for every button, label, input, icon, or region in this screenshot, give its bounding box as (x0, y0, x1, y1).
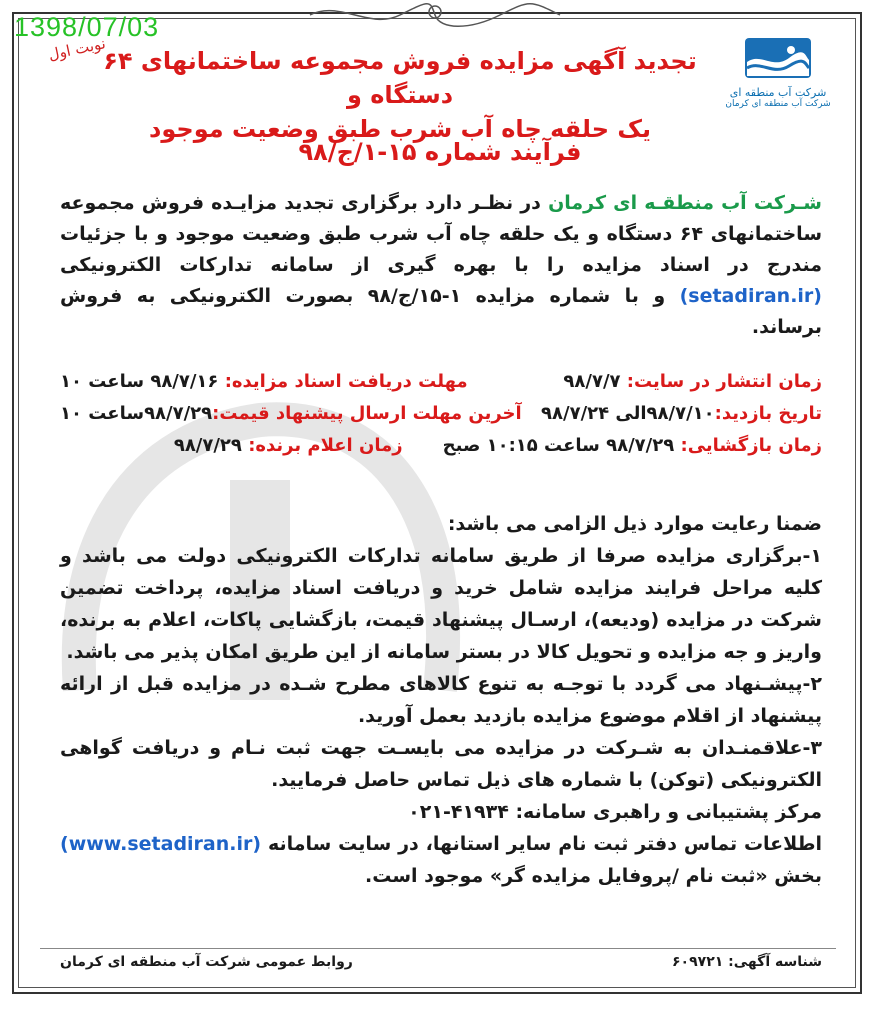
water-logo-icon (743, 36, 813, 80)
dates-row-3 (60, 430, 822, 462)
contact-site-link[interactable]: (www.setadiran.ir) (60, 833, 262, 855)
title-line-2: یک حلقه چاه آب شرب طبق وضعیت موجود (149, 115, 651, 143)
top-ornament-icon (300, 0, 570, 30)
bid-deadline-label: آخرین مهلت ارسال پیشنهاد قیمت: (212, 403, 522, 424)
requirement-3: ۳-علاقمنـدان به شـرکت در مزایده می بایسـت جهت ثبت نـام و دریافت گواهی الکترونیکی (توکن) با شماره های ذیل تماس حاصل فرمایید. (60, 737, 822, 791)
doc-deadline-value: ۹۸/۷/۱۶ ساعت ۱۰ (60, 371, 219, 392)
opening-label: زمان بازگشایی: (680, 435, 822, 456)
requirement-2: ۲-پیشـنهاد می گردد با توجـه به تنوع کالاهای مطرح شـده در مزایده قبل از ارائه پیشنهاد از اقلام موضوع مزایده بازدید بعمل آورید. (60, 673, 822, 727)
publish-value: ۹۸/۷/۷ (563, 371, 621, 392)
bid-deadline-value: ۹۸/۷/۲۹ساعت ۱۰ (60, 403, 213, 424)
requirements-heading: ضمنا رعایت موارد ذیل الزامی می باشد: (447, 513, 822, 535)
contact-info (60, 828, 822, 892)
visit-value: ۹۸/۷/۱۰الی ۹۸/۷/۲۴ (541, 403, 715, 424)
winner-value: ۹۸/۷/۲۹ (173, 435, 242, 456)
requirements-block (60, 508, 822, 892)
publish-label: زمان انتشار در سایت: (626, 371, 822, 392)
ad-id: شناسه آگهی: ۶۰۹۷۲۱ (672, 954, 822, 970)
contact-text-2: بخش «ثبت نام /پروفایل مزایده گر» موجود است. (365, 865, 822, 887)
setadiran-link[interactable]: (setadiran.ir) (679, 285, 822, 307)
company-logo (718, 36, 838, 126)
support-center: مرکز پشتیبانی و راهبری سامانه: ۴۱۹۳۴-۰۲۱ (408, 801, 822, 823)
logo-subtitle: شرکت آب منطقه ای کرمان (725, 99, 831, 109)
winner-label: زمان اعلام برنده: (248, 435, 403, 456)
opening-value: ۹۸/۷/۲۹ ساعت ۱۰:۱۵ صبح (442, 435, 675, 456)
date-stamp: 1398/07/03 (14, 12, 160, 42)
title-line-1: تجدید آگهی مزایده فروش مجموعه ساختمانهای ۶۴ دستگاه و (103, 47, 697, 109)
footer-divider (40, 948, 836, 949)
requirement-1: ۱-برگزاری مزایده صرفا از طریق سامانه تدارکات الکترونیکی دولت می باشد و کلیه مراحل فرایند مزایده شامل خرید و دریافت اسناد مزایده، پرداخت تضمین شرکت در مزایده (ودیعه)، ارسـال پیشنهاد قیمت، بازگشایی پاکات، اعلام به برنده، واریز و جه مزایده و تحویل کالا در بستر سامانه از این طریق امکان پذیر می باشد. (60, 545, 822, 663)
visit-label: تاریخ بازدید: (714, 403, 822, 424)
first-publication-note: نوبت اول (46, 34, 108, 64)
intro-text-2: و با شماره مزایده ۱-۱۵/ج/۹۸ بصورت الکترونیکی به فروش برساند. (60, 285, 822, 338)
dates-block (60, 366, 822, 462)
ad-title (100, 44, 700, 146)
doc-deadline-label: مهلت دریافت اسناد مزایده: (224, 371, 468, 392)
intro-text-1: در نظـر دارد برگزاری تجدید مزایـده فروش مجموعه ساختمانهای ۶۴ دستگاه و یک حلقه چاه آب شرب طبق وضعیت موجود و با جزئیات مندرج در اسناد مزایده را با بهره گیری از سامانه تدارکات الکترونیکی (60, 192, 823, 276)
logo-name: شرکت آب منطقه ای (729, 86, 827, 99)
company-name: شـرکت آب منطقـه ای کرمان (548, 192, 822, 214)
public-relations: روابط عمومی شرکت آب منطقه ای کرمان (60, 954, 353, 970)
contact-text: اطلاعات تماس دفتر ثبت نام سایر استانها، در سایت سامانه (261, 833, 822, 855)
dates-row-2 (60, 398, 822, 430)
dates-row-1 (60, 366, 822, 398)
intro-paragraph (60, 188, 822, 343)
footer (60, 954, 822, 970)
process-number: فرآیند شماره ۱۵-۱/ج/۹۸ (298, 138, 582, 166)
